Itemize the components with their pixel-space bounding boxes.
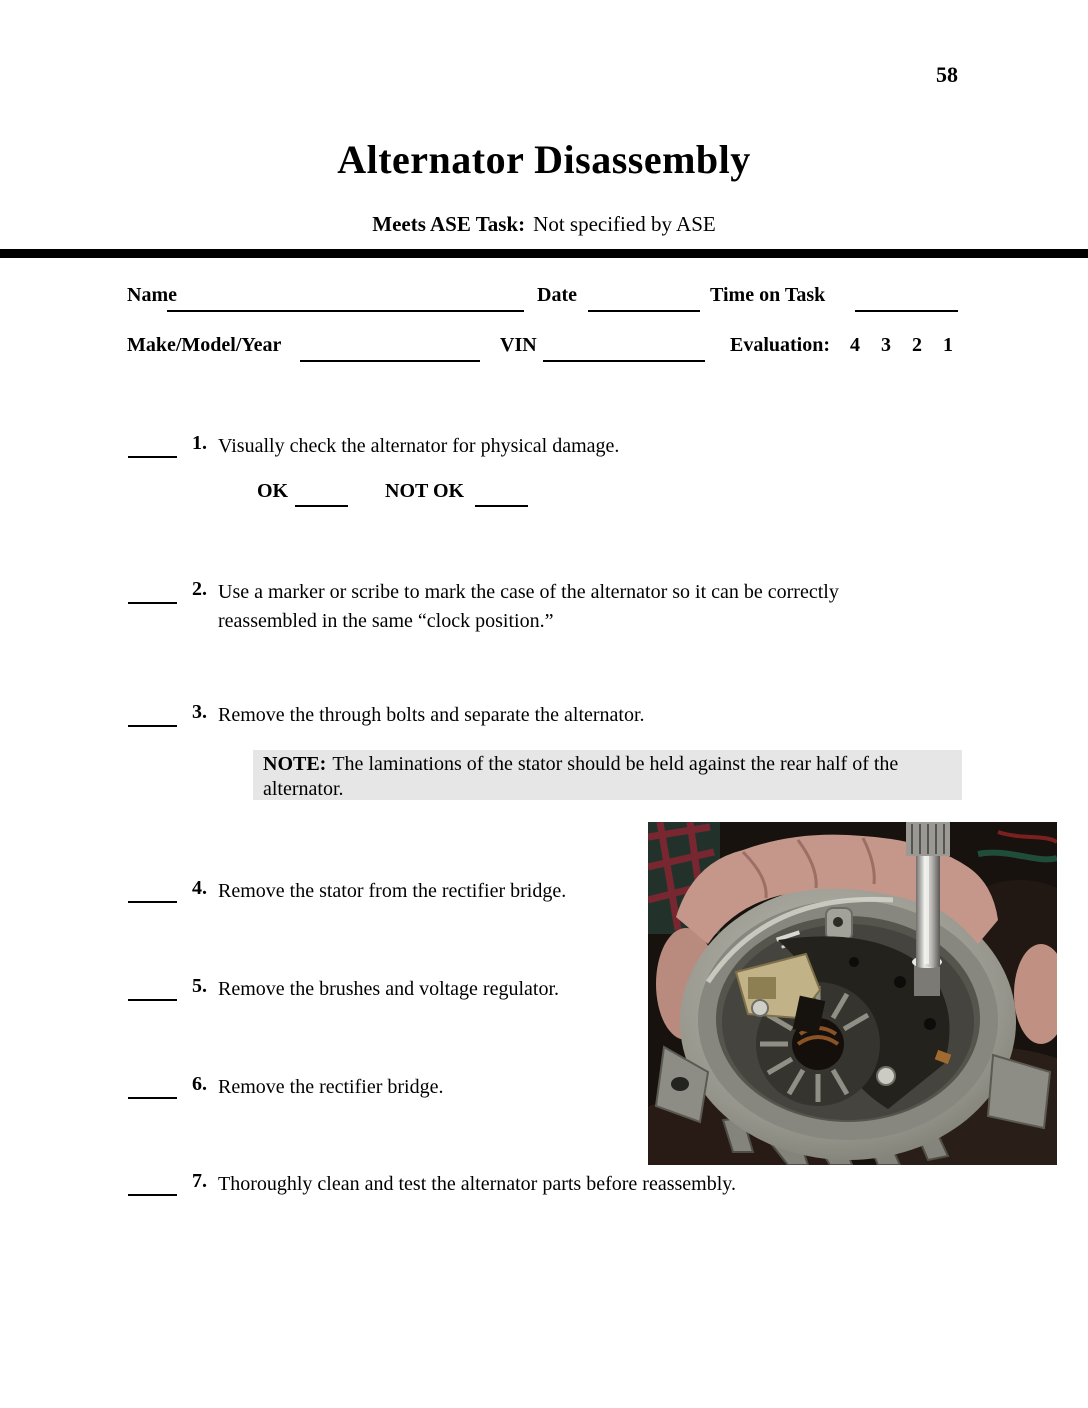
evaluation-label: Evaluation: [730, 334, 831, 356]
name-fill-in-line [167, 310, 524, 312]
item-6-number: 6. [192, 1073, 207, 1095]
date-label: Date [537, 284, 577, 306]
evaluation-4: 4 [850, 334, 860, 356]
date-fill-in-line [588, 310, 700, 312]
item-3-number: 3. [192, 701, 207, 723]
name-label: Name [127, 284, 177, 306]
item-2-number: 2. [192, 578, 207, 600]
item-4-number: 4. [192, 877, 207, 899]
item-4-text: Remove the stator from the rectifier bridge. [218, 880, 567, 902]
checklist-slot-line-3 [128, 725, 177, 727]
item-7-number: 7. [192, 1170, 207, 1192]
not-ok-label: NOT OK [385, 480, 465, 502]
not-ok-fill-in-line [475, 505, 528, 507]
make-model-year-fill-in-line [300, 360, 480, 362]
checklist-slot-line-5 [128, 999, 177, 1001]
evaluation-scale [850, 334, 953, 357]
checklist-slot-line-7 [128, 1194, 177, 1196]
meets-ase-task-label: Meets ASE Task: [372, 212, 526, 236]
horizontal-rule [0, 249, 1088, 258]
time-on-task-fill-in-line [855, 310, 958, 312]
meets-ase-task-line [0, 212, 1088, 237]
evaluation-1: 1 [943, 334, 953, 356]
note-label: NOTE: [263, 753, 327, 775]
checklist-slot-line-6 [128, 1097, 177, 1099]
evaluation-3: 3 [881, 334, 891, 356]
checklist-slot-line-2 [128, 602, 177, 604]
item-6-text: Remove the rectifier bridge. [218, 1076, 444, 1098]
item-1-text: Visually check the alternator for physical damage. [218, 435, 620, 457]
alternator-disassembly-photo [648, 822, 1057, 1165]
ok-label: OK [257, 480, 289, 502]
vin-label: VIN [500, 334, 537, 356]
item-5-number: 5. [192, 975, 207, 997]
meets-ase-task-value: Not specified by ASE [533, 212, 716, 236]
ok-fill-in-line [295, 505, 348, 507]
vin-fill-in-line [543, 360, 705, 362]
time-on-task-label: Time on Task [710, 284, 826, 306]
make-model-year-label: Make/Model/Year [127, 334, 282, 356]
item-7-text: Thoroughly clean and test the alternator parts before reassembly. [218, 1173, 736, 1195]
item-1-number: 1. [192, 432, 207, 454]
page-title: Alternator Disassembly [337, 137, 751, 182]
alternator-photo-illustration [648, 822, 1057, 1165]
checklist-slot-line-4 [128, 901, 177, 903]
evaluation-2: 2 [912, 334, 922, 356]
note-text: The laminations of the stator should be held against the rear half of the alternator. [263, 753, 899, 800]
item-3-text: Remove the through bolts and separate the alternator. [218, 704, 645, 726]
checklist-slot-line-1 [128, 456, 177, 458]
item-5-text: Remove the brushes and voltage regulator. [218, 978, 560, 1000]
page-number: 58 [936, 62, 958, 87]
item-2-text: Use a marker or scribe to mark the case of the alternator so it can be correctly reassembled in the same “clock position.” [218, 581, 839, 632]
note-callout [253, 750, 962, 800]
